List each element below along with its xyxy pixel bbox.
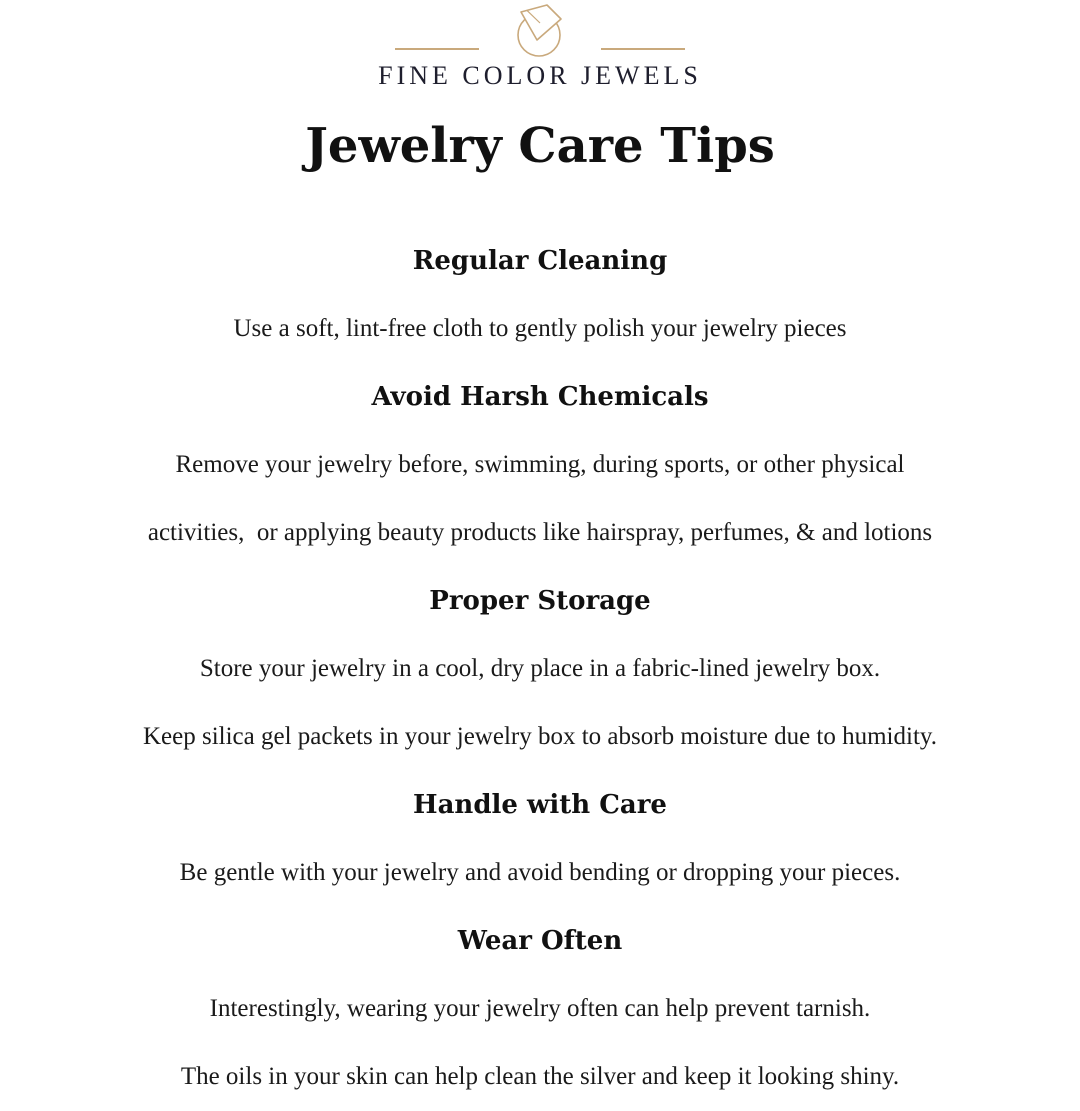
section-line: Be gentle with your jewelry and avoid bending or dropping your pieces. — [179, 859, 901, 887]
logo-row — [395, 2, 685, 60]
section-line: activities, or applying beauty products like hairspray, perfumes, & and lotions — [147, 519, 933, 547]
page-title: Jewelry Care Tips — [305, 118, 775, 174]
section-heading: Handle with Care — [413, 790, 667, 821]
brand-logo — [378, 0, 702, 91]
section-line: Interestingly, wearing your jewelry often can help prevent tarnish. — [209, 995, 871, 1023]
section-avoid-harsh-chemicals — [148, 363, 932, 567]
section-line: The oils in your skin can help clean the silver and keep it looking shiny. — [180, 1063, 900, 1091]
diamond-circle-logo-icon — [495, 2, 585, 60]
brand-wordmark: FINE COLOR JEWELS — [378, 61, 702, 90]
section-wear-often — [181, 907, 899, 1111]
section-line: Remove your jewelry before, swimming, during sports, or other physical — [175, 451, 905, 479]
section-heading: Avoid Harsh Chemicals — [371, 382, 709, 413]
section-handle-with-care — [180, 771, 901, 907]
section-heading: Proper Storage — [429, 586, 651, 617]
section-heading: Wear Often — [457, 926, 623, 957]
section-line: Use a soft, lint-free cloth to gently polish your jewelry pieces — [233, 315, 847, 343]
section-regular-cleaning — [233, 227, 846, 363]
tips-content — [0, 227, 1080, 1111]
section-heading: Regular Cleaning — [412, 246, 668, 277]
section-line: Store your jewelry in a cool, dry place in a fabric-lined jewelry box. — [199, 655, 881, 683]
logo-divider-right — [601, 48, 685, 50]
logo-divider-left — [395, 48, 479, 50]
section-proper-storage — [143, 567, 937, 771]
section-line: Keep silica gel packets in your jewelry box to absorb moisture due to humidity. — [142, 723, 938, 751]
